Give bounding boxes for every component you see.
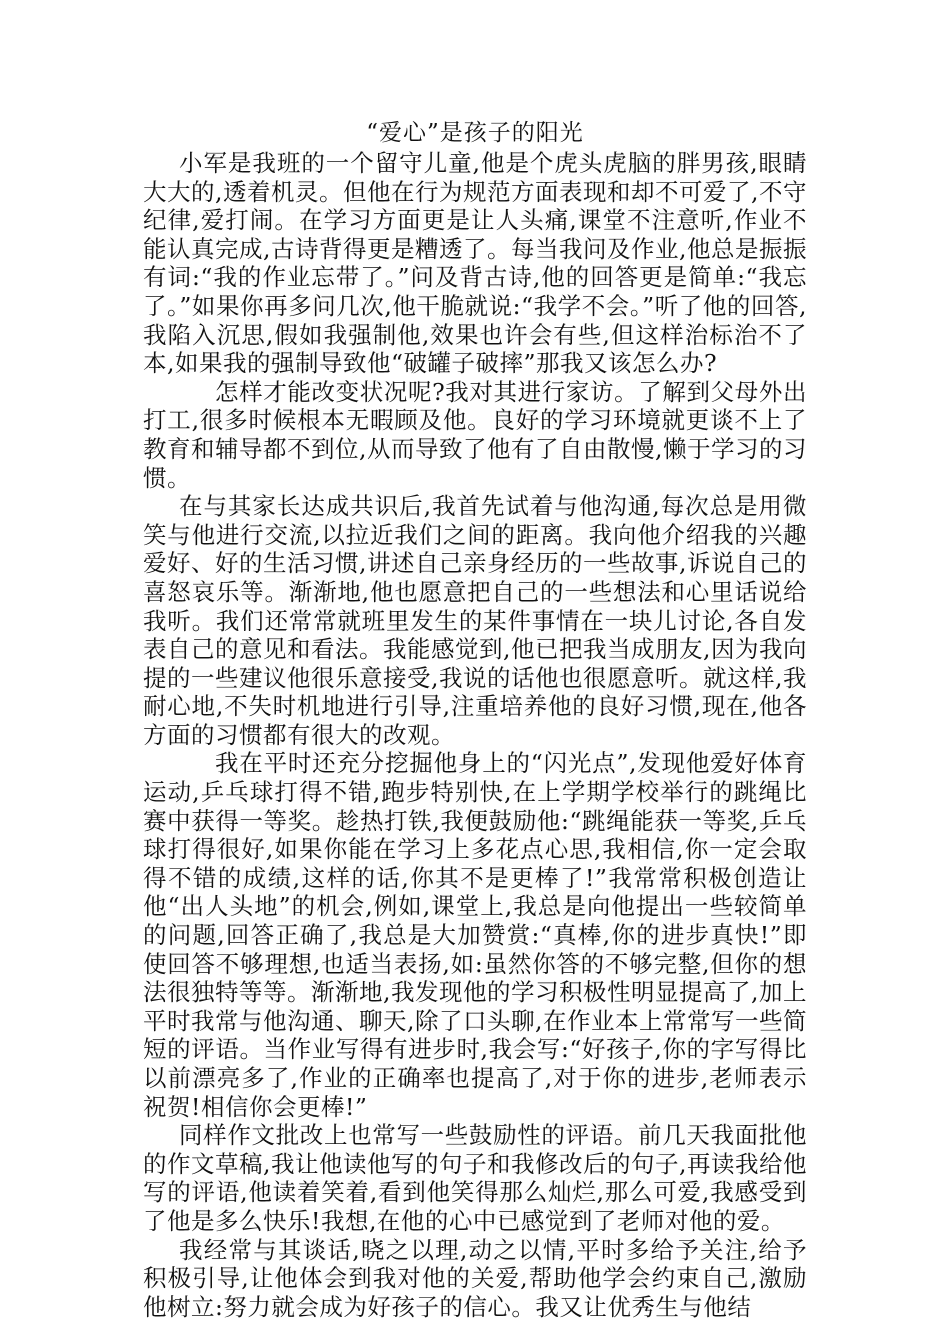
document-title: “爱心”是孩子的阳光	[366, 120, 584, 146]
paragraph-3: 在与其家长达成共识后,我首先试着与他沟通,每次总是用微笑与他进行交流,以拉近我们之间的距离。我向他介绍我的兴趣爱好、好的生活习惯,讲述自己亲身经历的一些故事,诉说自己的喜怒哀乐等。渐渐地,他也愿意把自己的一些想法和心里话说给我听。我们还常常就班里发生的某件事情在一块儿讨论,各自发表自己的意见和看法。我能感觉到,他已把我当成朋友,因为我向提的一些建议他很乐意接受,我说的话他也很愿意听。就这样,我耐心地,不失时机地进行引导,注重培养他的良好习惯,现在,他各方面的习惯都有很大的改观。	[143, 492, 807, 749]
paragraph-2: 怎样才能改变状况呢?我对其进行家访。了解到父母外出打工,很多时候根本无暇顾及他。良好的学习环境就更谈不上了教育和辅导都不到位,从而导致了他有了自由散慢,懒于学习的习惯。	[143, 377, 807, 492]
paragraph-1: 小军是我班的一个留守儿童,他是个虎头虎脑的胖男孩,眼睛大大的,透着机灵。但他在行为规范方面表现和却不可爱了,不守纪律,爱打闹。在学习方面更是让人头痛,课堂不注意听,作业不能认真完成,古诗背得更是糟透了。每当我问及作业,他总是振振有词:“我的作业忘带了。”问及背古诗,他的回答更是简单:“我忘了。”如果你再多问几次,他干脆就说:“我学不会。”听了他的回答,我陷入沉思,假如我强制他,效果也许会有些,但这样治标治不了本,如果我的强制导致他“破罐子破摔”那我又该怎么办?	[143, 149, 807, 378]
paragraph-4: 我在平时还充分挖掘他身上的“闪光点”,发现他爱好体育运动,乒乓球打得不错,跑步特别快,在上学期学校举行的跳绳比赛中获得一等奖。趁热打铁,我便鼓励他:“跳绳能获一等奖,乒乓球打得很好,如果你能在学习上多花点心思,我相信,你一定会取得不错的成绩,这样的话,你其不是更棒了!”我常常积极创造让他“出人头地”的机会,例如,课堂上,我总是向他提出一些较简单的问题,回答正确了,我总是大加赞赏:“真棒,你的进步真快!”即使回答不够理想,也适当表扬,如:虽然你答的不够完整,但你的想法很独特等等。渐渐地,我发现他的学习积极性明显提高了,加上平时我常与他沟通、聊天,除了口头聊,在作业本上常常写一些简短的评语。当作业写得有进步时,我会写:“好孩子,你的字写得比以前漂亮多了,作业的正确率也提高了,对于你的进步,老师表示祝贺!相信你会更棒!”	[143, 749, 807, 1121]
paragraph-6: 我经常与其谈话,晓之以理,动之以情,平时多给予关注,给予积极引导,让他体会到我对他的关爱,帮助他学会约束自己,激励他树立:努力就会成为好孩子的信心。我又让优秀生与他结	[143, 1235, 807, 1321]
paragraph-5: 同样作文批改上也常写一些鼓励性的评语。前几天我面批他的作文草稿,我让他读他写的句子和我修改后的句子,再读我给他写的评语,他读着笑着,看到他笑得那么灿烂,那么可爱,我感受到了他是多么快乐!我想,在他的心中已感觉到了老师对他的爱。	[143, 1121, 807, 1235]
document-page	[143, 117, 807, 1321]
